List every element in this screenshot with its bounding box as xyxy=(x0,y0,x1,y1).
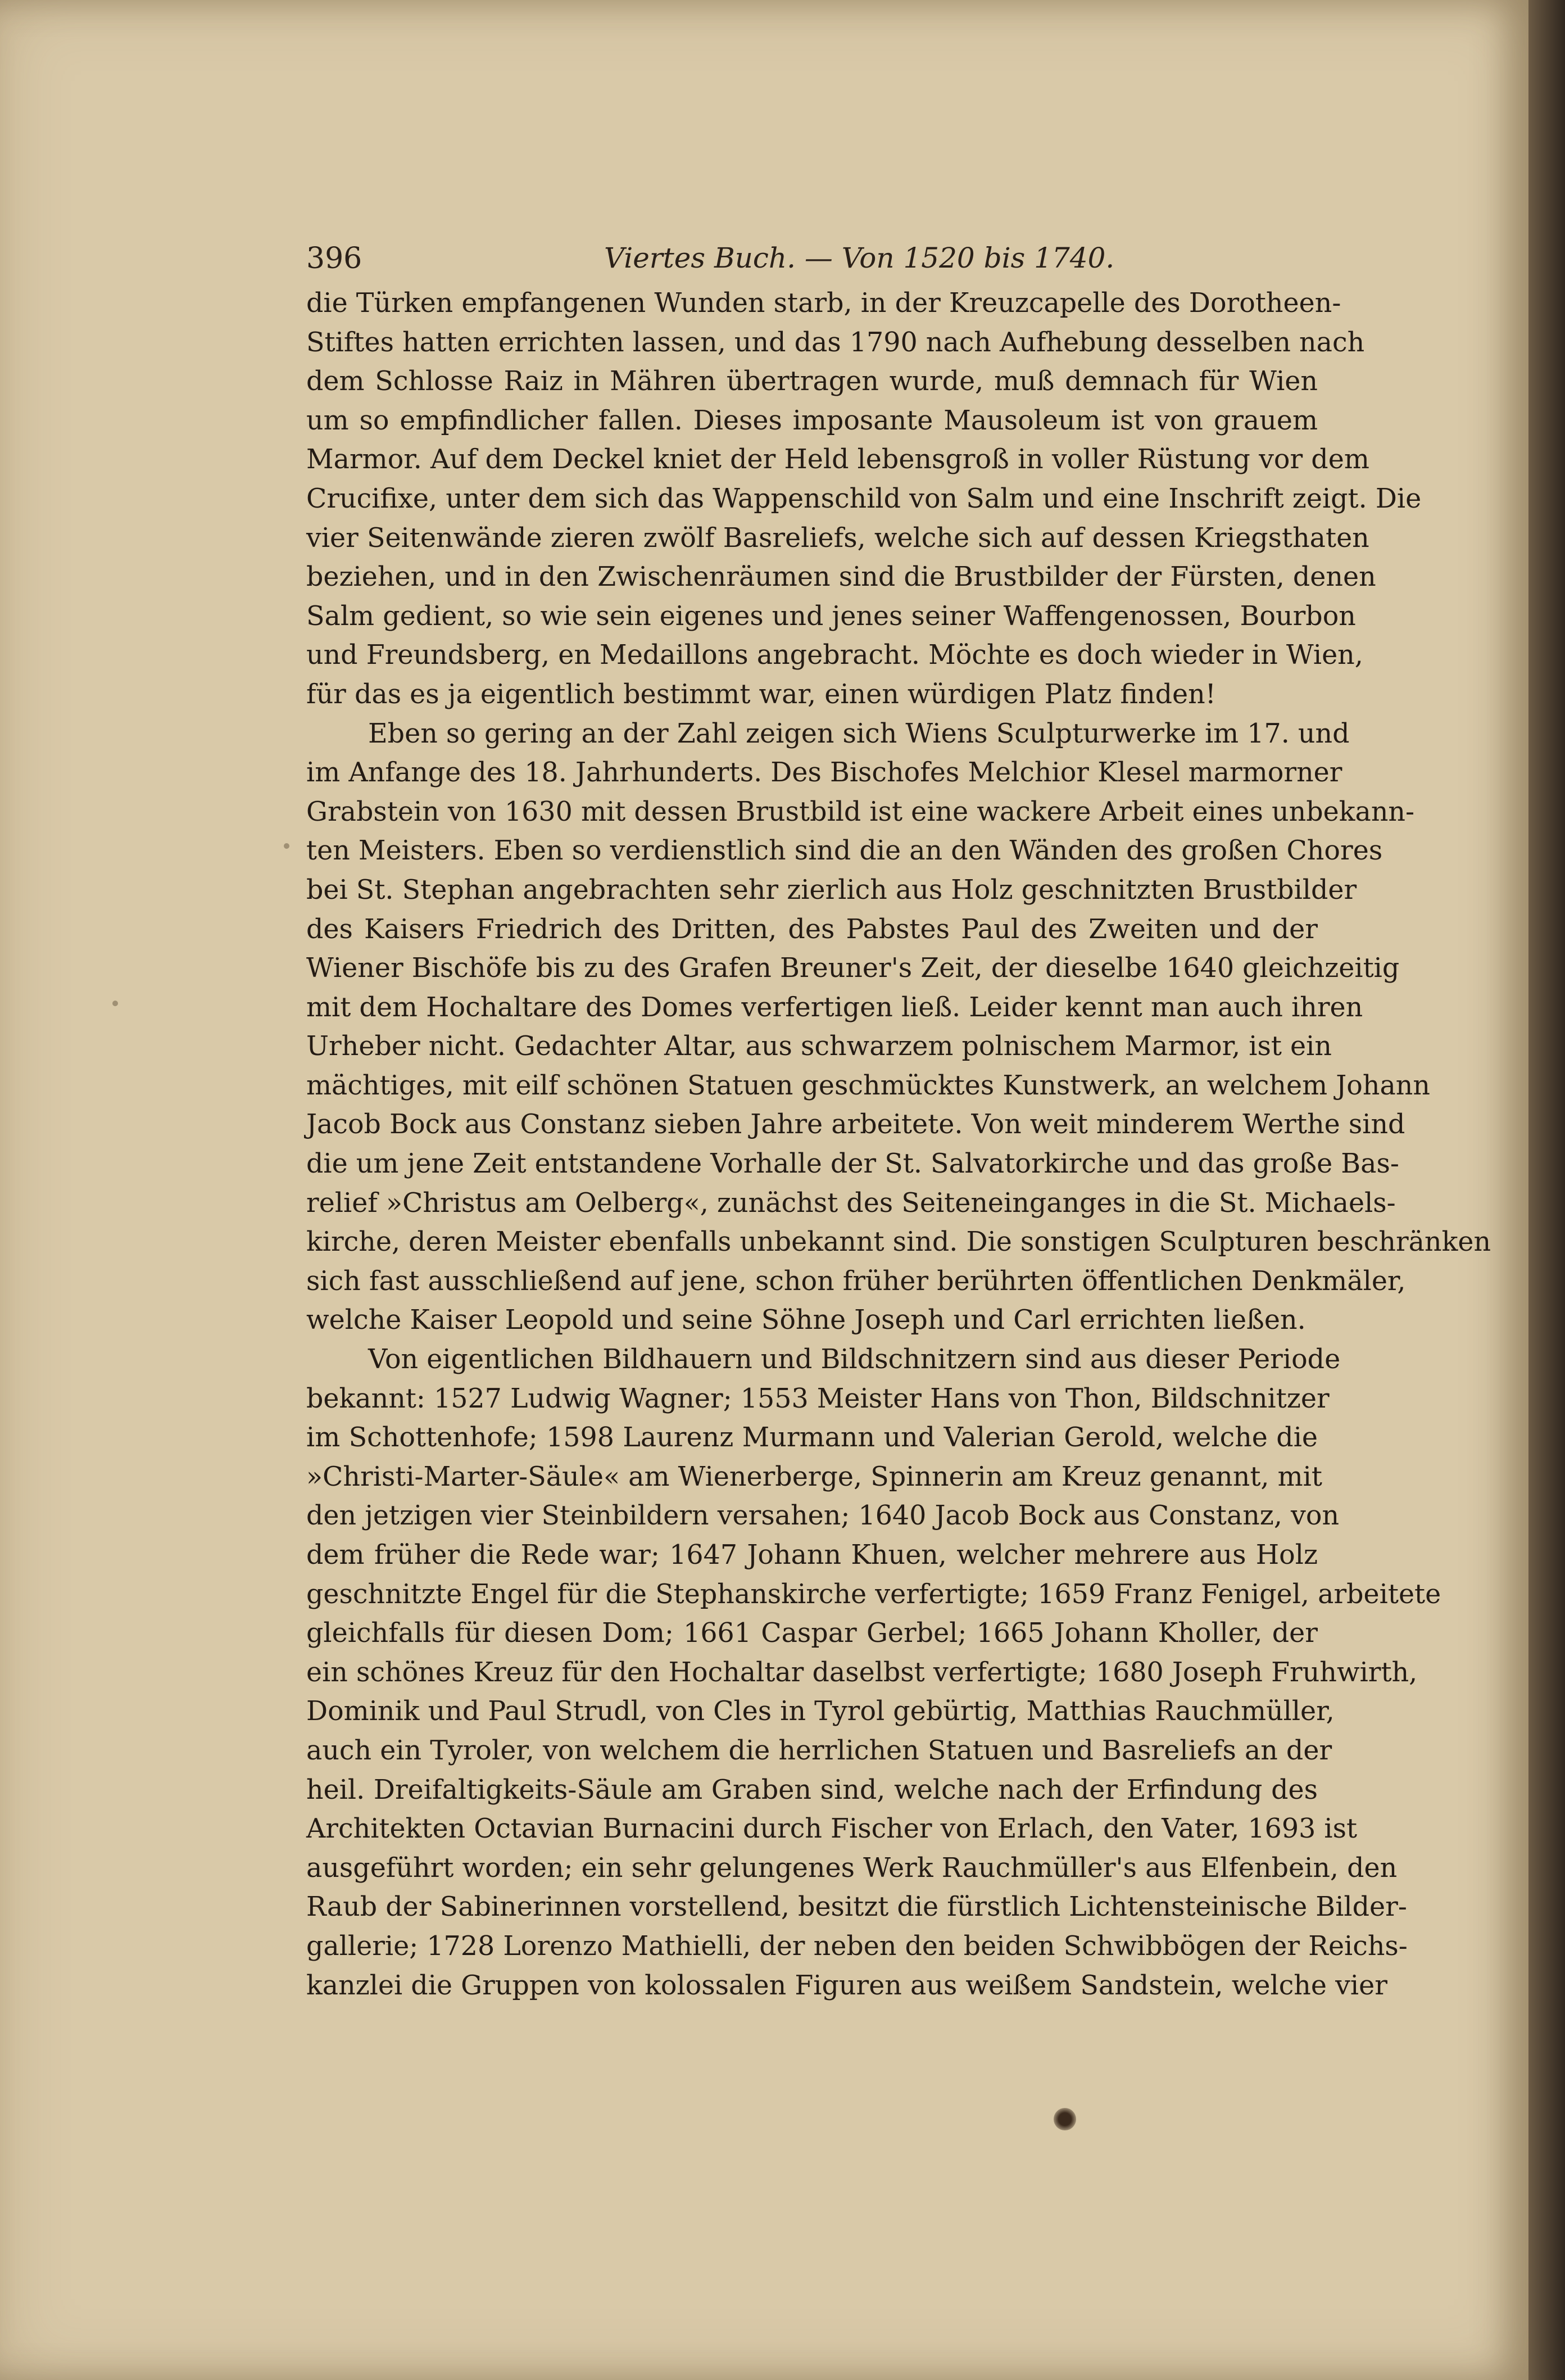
text-line: gleichfalls für diesen Dom; 1661 Caspar Gerbel; 1665 Johann Kholler, der xyxy=(306,1618,1318,1649)
text-line: ausgeführt worden; ein sehr gelungenes Werk Rauchmüller's aus Elfenbein, den xyxy=(306,1852,1398,1884)
text-line: beziehen, und in den Zwischenräumen sind die Brustbilder der Fürsten, denen xyxy=(306,562,1376,593)
text-line: Architekten Octavian Burnacini durch Fischer von Erlach, den Vater, 1693 ist xyxy=(306,1813,1358,1845)
text-line: für das es ja eigentlich bestimmt war, einen würdigen Platz finden! xyxy=(306,678,1216,710)
text-line: ein schönes Kreuz für den Hochaltar daselbst verfertigte; 1680 Joseph Fruhwirth, xyxy=(306,1657,1418,1688)
text-line: Dominik und Paul Strudl, von Cles in Tyrol gebürtig, Matthias Rauchmüller, xyxy=(306,1696,1335,1727)
text-line: und Freundsberg, en Medaillons angebracht. Möchte es doch wieder in Wien, xyxy=(306,640,1363,671)
text-line: um so empfindlicher fallen. Dieses imposante Mausoleum ist von grauem xyxy=(306,405,1318,436)
text-line: kirche, deren Meister ebenfalls unbekannt sind. Die sonstigen Sculpturen beschränken xyxy=(306,1227,1491,1258)
text-line: »Christi-Marter-Säule« am Wienerberge, Spinnerin am Kreuz genannt, mit xyxy=(306,1461,1322,1492)
text-line: kanzlei die Gruppen von kolossalen Figuren aus weißem Sandstein, welche vier xyxy=(306,1970,1387,2001)
text-line: relief »Christus am Oelberg«, zunächst des Seiteneinganges in die St. Michaels- xyxy=(306,1187,1396,1219)
page-header xyxy=(306,242,1318,287)
paragraph-2 xyxy=(306,714,1491,1341)
text-line: auch ein Tyroler, von welchem die herrlichen Statuen und Basreliefs an der xyxy=(306,1735,1332,1766)
text-line: heil. Dreifaltigkeits-Säule am Graben sind, welche nach der Erfindung des xyxy=(306,1774,1318,1806)
text-line: Von eigentlichen Bildhauern und Bildschnitzern sind aus dieser Periode xyxy=(368,1344,1341,1375)
text-line: die um jene Zeit entstandene Vorhalle der St. Salvatorkirche und das große Bas- xyxy=(306,1148,1399,1180)
text-line: Marmor. Auf dem Deckel kniet der Held lebensgroß in voller Rüstung vor dem xyxy=(306,444,1369,476)
text-line: sich fast ausschließend auf jene, schon früher berührten öffentlichen Denkmäler, xyxy=(306,1265,1406,1297)
paper-speck xyxy=(284,843,289,849)
text-line: Crucifixe, unter dem sich das Wappenschild von Salm und eine Inschrift zeigt. Die xyxy=(306,483,1422,514)
text-line: Grabstein von 1630 mit dessen Brustbild ist eine wackere Arbeit eines unbekann- xyxy=(306,796,1415,827)
text-line: Stiftes hatten errichten lassen, und das 1790 nach Aufhebung desselben nach xyxy=(306,327,1365,358)
text-line: im Anfange des 18. Jahrhunderts. Des Bischofes Melchior Klesel marmorner xyxy=(306,757,1342,789)
text-line: dem Schlosse Raiz in Mähren übertragen wurde, muß demnach für Wien xyxy=(306,366,1318,397)
text-line: vier Seitenwände zieren zwölf Basreliefs, welche sich auf dessen Kriegsthaten xyxy=(306,522,1369,554)
text-line: Salm gedient, so wie sein eigenes und jenes seiner Waffengenossen, Bourbon xyxy=(306,600,1356,632)
text-line: bekannt: 1527 Ludwig Wagner; 1553 Meister Hans von Thon, Bildschnitzer xyxy=(306,1383,1330,1414)
text-line: im Schottenhofe; 1598 Laurenz Murmann und Valerian Gerold, welche die xyxy=(306,1422,1318,1454)
text-line: Wiener Bischöfe bis zu des Grafen Breuner's Zeit, der dieselbe 1640 gleichzeitig xyxy=(306,953,1400,984)
text-line: des Kaisers Friedrich des Dritten, des Pabstes Paul des Zweiten und der xyxy=(306,913,1318,945)
paragraph-3 xyxy=(306,1340,1441,2005)
text-line: mit dem Hochaltare des Domes verfertigen ließ. Leider kennt man auch ihren xyxy=(306,992,1363,1023)
text-line: den jetzigen vier Steinbildern versahen; 1640 Jacob Bock aus Constanz, von xyxy=(306,1500,1340,1532)
text-line: Eben so gering an der Zahl zeigen sich Wiens Sculpturwerke im 17. und xyxy=(368,718,1350,749)
book-gutter xyxy=(1528,0,1565,2380)
text-line: geschnitzte Engel für die Stephanskirche verfertigte; 1659 Franz Fenigel, arbeitete xyxy=(306,1578,1441,1610)
paragraph-1 xyxy=(306,284,1422,714)
running-title: Viertes Buch. — Von 1520 bis 1740. xyxy=(604,242,1115,274)
text-line: Raub der Sabinerinnen vorstellend, besitzt die fürstlich Lichtensteinische Bilder- xyxy=(306,1892,1407,1923)
ink-stain xyxy=(1054,2108,1076,2130)
text-line: mächtiges, mit eilf schönen Statuen geschmücktes Kunstwerk, an welchem Johann xyxy=(306,1070,1430,1101)
text-line: Jacob Bock aus Constanz sieben Jahre arbeitete. Von weit minderem Werthe sind xyxy=(306,1109,1405,1141)
text-line: ten Meisters. Eben so verdienstlich sind die an den Wänden des großen Chores xyxy=(306,835,1383,867)
text-line: welche Kaiser Leopold und seine Söhne Joseph und Carl errichten ließen. xyxy=(306,1305,1306,1336)
text-line: bei St. Stephan angebrachten sehr zierlich aus Holz geschnitzten Brustbilder xyxy=(306,874,1357,906)
text-line: Urheber nicht. Gedachter Altar, aus schwarzem polnischem Marmor, ist ein xyxy=(306,1031,1332,1062)
text-line: dem früher die Rede war; 1647 Johann Khuen, welcher mehrere aus Holz xyxy=(306,1540,1318,1571)
body-text xyxy=(306,284,1491,2005)
text-line: gallerie; 1728 Lorenzo Mathielli, der neben den beiden Schwibbögen der Reichs- xyxy=(306,1930,1408,1962)
page-number: 396 xyxy=(306,242,362,275)
text-line: die Türken empfangenen Wunden starb, in der Kreuzcapelle des Dorotheen- xyxy=(306,288,1341,319)
paper-speck xyxy=(112,1001,118,1006)
